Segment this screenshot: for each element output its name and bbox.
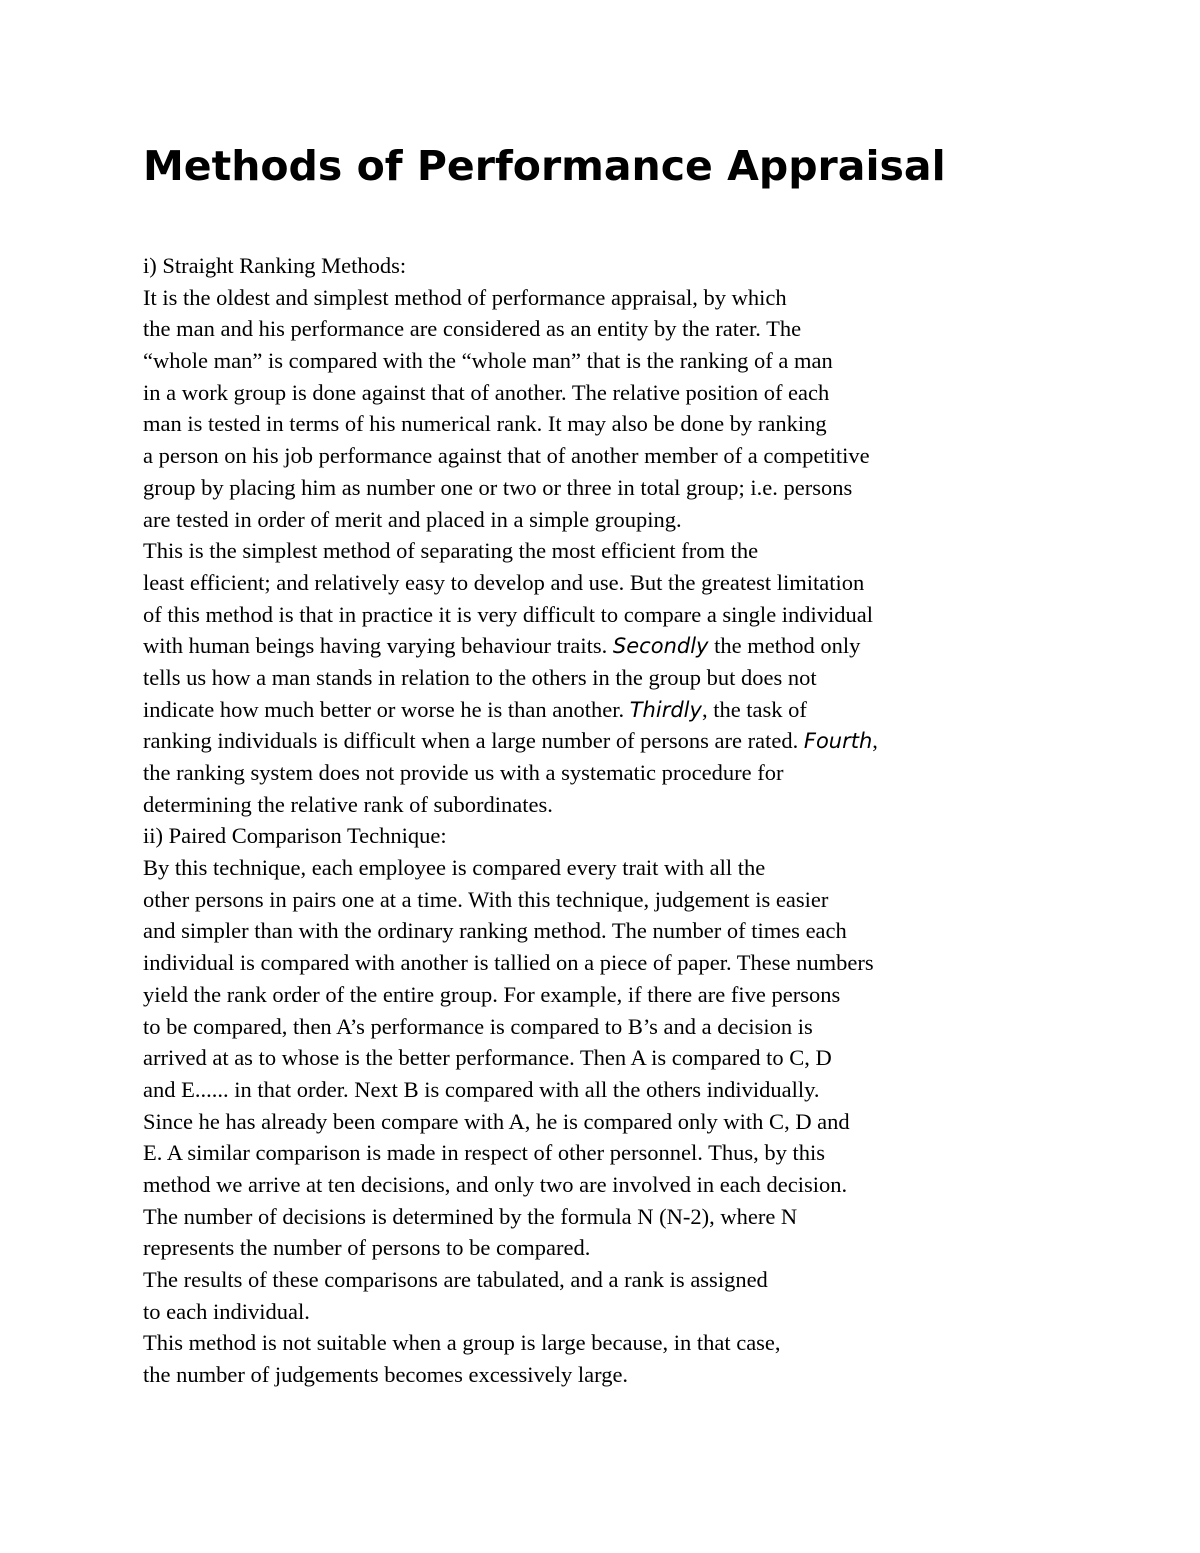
text-segment: , — [872, 728, 878, 754]
text-line: determining the relative rank of subordinates. — [143, 791, 553, 817]
text-line: tells us how a man stands in relation to the others in the group but does not — [143, 664, 817, 690]
text-segment: the method only — [708, 633, 861, 659]
text-line: the ranking system does not provide us with a systematic procedure for — [143, 760, 784, 785]
text-line: a person on his job performance against that of another member of a competitive — [143, 443, 870, 469]
text-line: and simpler than with the ordinary ranking method. The number of times each — [143, 918, 847, 944]
text-line: to each individual. — [143, 1298, 310, 1324]
text-line: i) Straight Ranking Methods: — [143, 253, 407, 278]
text-line: The number of decisions is determined by the formula N (N-2), where N — [143, 1203, 798, 1229]
text-line: Since he has already been compare with A, he is compared only with C, D and — [143, 1108, 850, 1134]
text-line: E. A similar comparison is made in respect of other personnel. Thus, by this — [143, 1140, 825, 1166]
text-line: and E...... in that order. Next B is compared with all the others individually. — [143, 1076, 820, 1102]
text-line: represents the number of persons to be compared. — [143, 1235, 591, 1261]
emphasis-word: Fourth — [803, 729, 873, 754]
text-line: This is the simplest method of separating the most efficient from the — [143, 538, 759, 564]
text-line: The results of these comparisons are tabulated, and a rank is assigned — [143, 1267, 768, 1292]
text-line: It is the oldest and simplest method of performance appraisal, by which — [143, 284, 787, 310]
text-line: to be compared, then A’s performance is compared to B’s and a decision is — [143, 1013, 813, 1039]
text-line: “whole man” is compared with the “whole man” that is the ranking of a man — [143, 348, 833, 374]
text-line: of this method is that in practice it is very difficult to compare a single individual — [143, 601, 874, 627]
text-line: in a work group is done against that of another. The relative position of each — [143, 379, 830, 405]
emphasis-word: Thirdly — [629, 697, 702, 722]
text-line: least efficient; and relatively easy to develop and use. But the greatest limitation — [143, 569, 865, 595]
document-title: Methods of Performance Appraisal — [143, 142, 946, 190]
text-line: are tested in order of merit and placed in a simple grouping. — [143, 506, 682, 532]
text-line — [143, 694, 878, 726]
text-segment: ranking individuals is difficult when a large number of persons are rated. — [143, 728, 804, 754]
text-line: man is tested in terms of his numerical rank. It may also be done by ranking — [143, 411, 827, 437]
text-line: This method is not suitable when a group is large because, in that case, — [143, 1330, 781, 1356]
text-segment: indicate how much better or worse he is than another. — [143, 696, 630, 722]
text-line: individual is compared with another is tallied on a piece of paper. These numbers — [143, 950, 874, 976]
text-line: other persons in pairs one at a time. With this technique, judgement is easier — [143, 886, 829, 912]
text-line — [143, 630, 878, 662]
document-body — [143, 250, 878, 1391]
text-line: By this technique, each employee is compared every trait with all the — [143, 855, 766, 881]
text-line: arrived at as to whose is the better performance. Then A is compared to C, D — [143, 1045, 832, 1071]
text-line: the man and his performance are considered as an entity by the rater. The — [143, 316, 802, 342]
text-line — [143, 725, 878, 757]
text-segment: with human beings having varying behaviour traits. — [143, 633, 613, 659]
text-line: method we arrive at ten decisions, and only two are involved in each decision. — [143, 1171, 848, 1197]
text-line: the number of judgements becomes excessively large. — [143, 1362, 629, 1388]
text-line: yield the rank order of the entire group. For example, if there are five persons — [143, 981, 841, 1007]
text-line: ii) Paired Comparison Technique: — [143, 823, 447, 849]
text-line: group by placing him as number one or two or three in total group; i.e. persons — [143, 474, 853, 500]
emphasis-word: Secondly — [612, 634, 709, 659]
text-segment: , the task of — [701, 696, 807, 722]
